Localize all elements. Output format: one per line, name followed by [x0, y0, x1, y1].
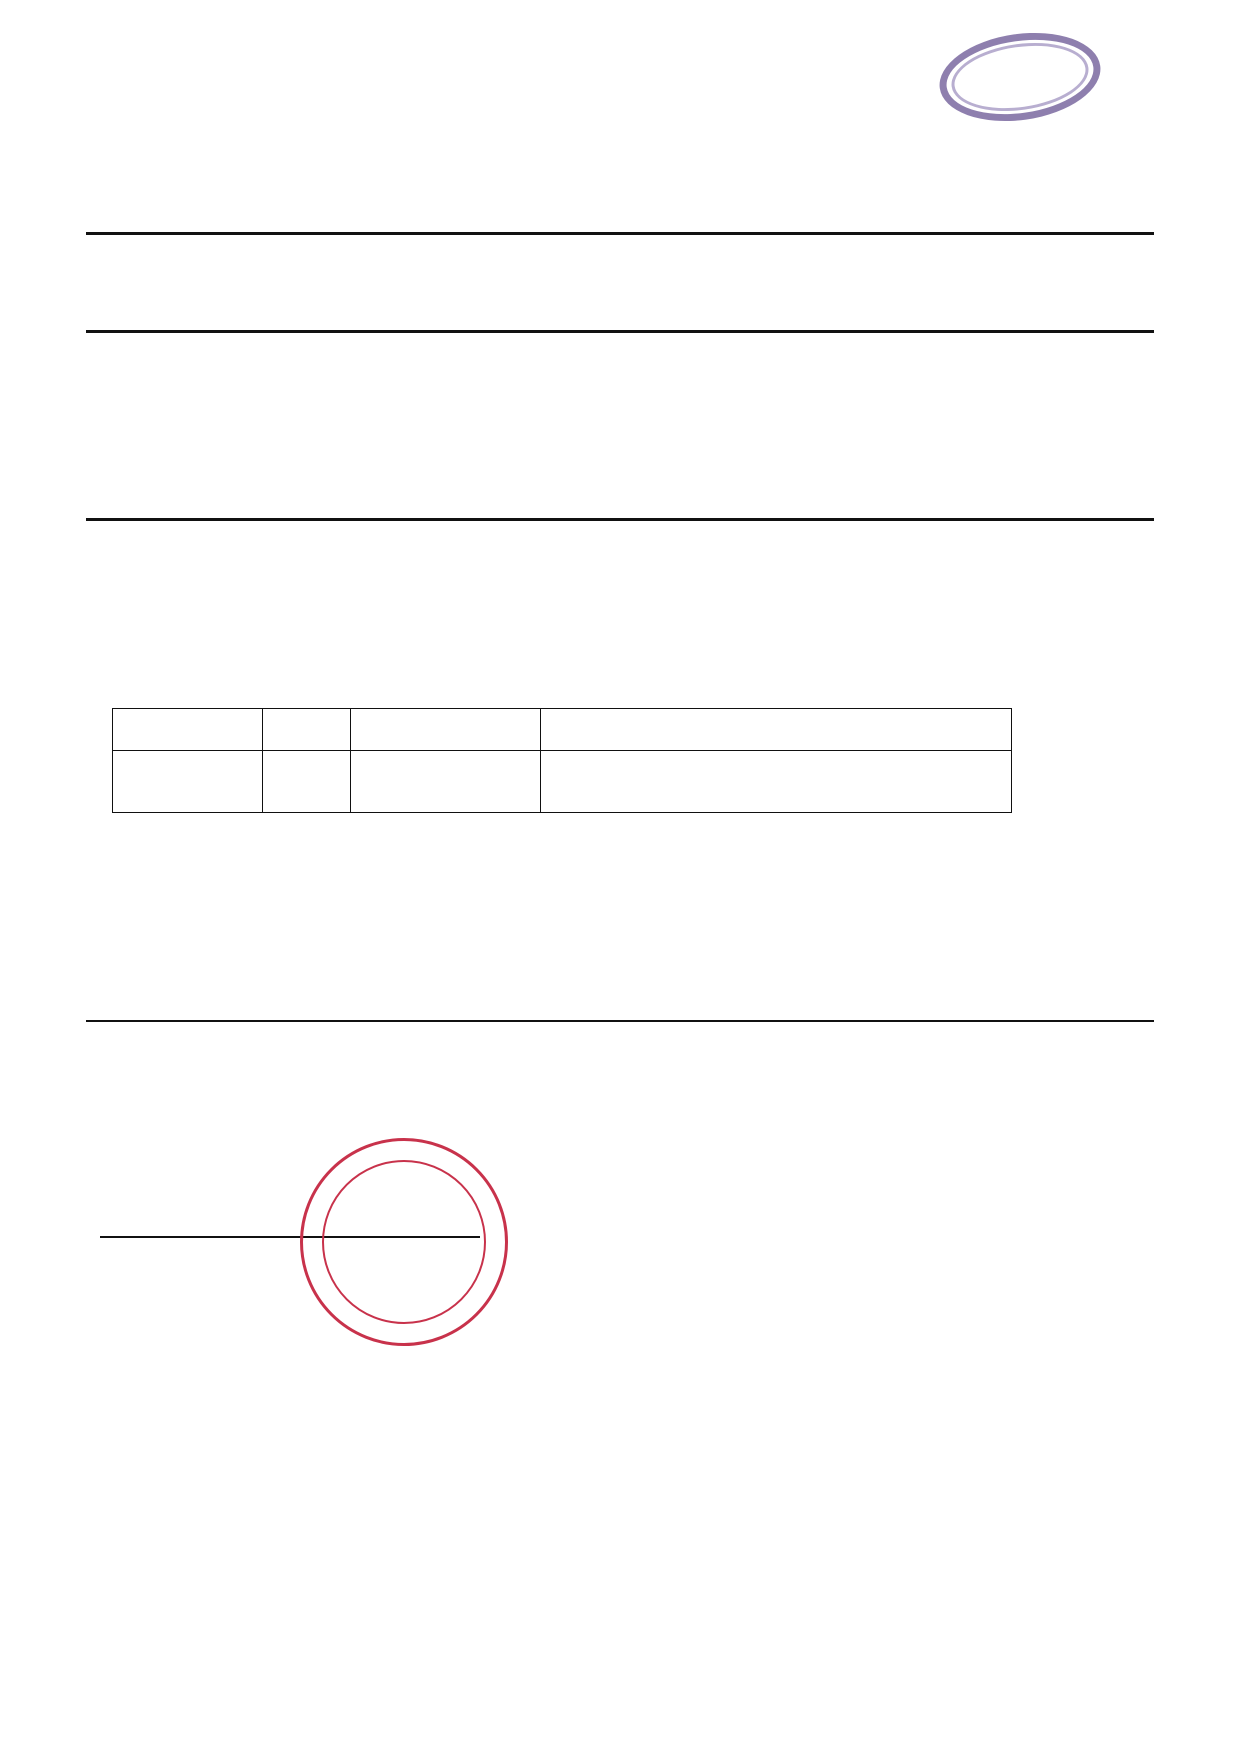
end-rule [86, 1020, 1154, 1022]
cell-test-result [262, 751, 350, 813]
taf-logo-icon [935, 30, 1105, 126]
column-header-item [113, 709, 263, 751]
column-header-limit [350, 709, 540, 751]
header-rule-top [86, 232, 1154, 235]
terms-and-conditions-list [512, 1104, 1132, 1200]
stamp-arc-text [300, 1138, 508, 1346]
company-seal-stamp [300, 1138, 508, 1346]
taf-accreditation-block [930, 30, 1110, 128]
client-rule-bottom [86, 330, 1154, 333]
cell-test-item [113, 751, 263, 813]
jts-logo [88, 38, 102, 54]
signer-caption [134, 1244, 153, 1264]
cell-test-method [540, 751, 1011, 813]
column-header-method [540, 709, 1011, 751]
sample-rule-bottom [86, 518, 1154, 521]
table-row [113, 751, 1012, 813]
table-header-row [113, 709, 1012, 751]
cell-quantitation-limit [350, 751, 540, 813]
test-results-table [112, 708, 1012, 813]
column-header-result [262, 709, 350, 751]
